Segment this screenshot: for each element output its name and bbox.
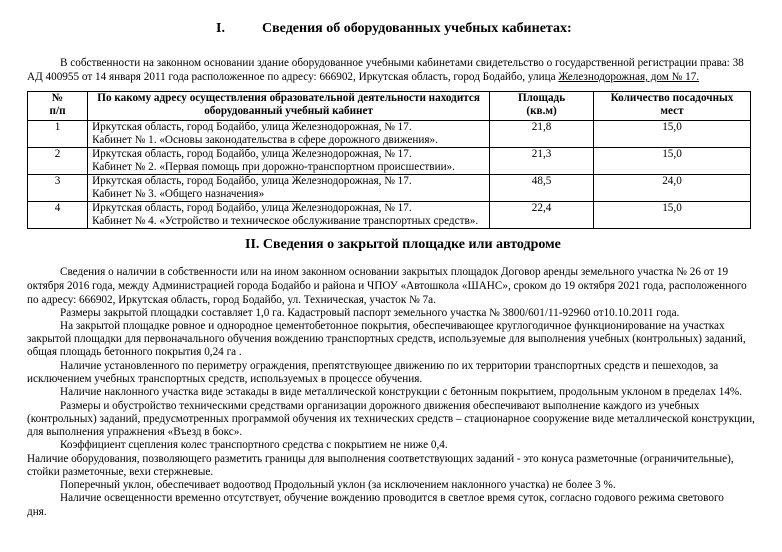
row-address: Иркутская область, город Бодайбо, улица Железнодорожная, № 17. Кабинет № 2. «Первая помощь при дорожно-транспортном происшествии».: [88, 148, 490, 175]
row-num: 3: [28, 175, 88, 202]
section2-line: для выполнения упражнения «Въезд в бокс».: [27, 426, 243, 438]
row-seats: 15,0: [593, 202, 750, 229]
row-address: Иркутская область, город Бодайбо, улица Железнодорожная, № 17. Кабинет № 1. «Основы законодательства в сфере дорожного движения».: [88, 121, 490, 148]
row-num: 1: [28, 121, 88, 148]
section2-line: дня.: [27, 506, 47, 518]
row-area: 21,3: [490, 148, 594, 175]
section2-line: исключением учебных транспортных средств, используемых в процессе обучения.: [27, 373, 423, 385]
table-header-row: [28, 92, 751, 121]
header-area: Площадь (кв.м): [490, 92, 594, 121]
section2-line: по адресу: 666902, Иркутская область, город Бодайбо, ул. Техническая, участок № 7а.: [27, 294, 436, 306]
rooms-table: [27, 91, 751, 229]
table-row: [28, 121, 751, 148]
section2-line: Наличие установленного по периметру ограждения, препятствующее движению по их территории транспортных средств и пешеходов, за: [60, 360, 719, 372]
section2-line: Наличие наклонного участка виде эстакады в виде металлической конструкции с бетонным покрытием, продольным уклоном в пределах 14%.: [60, 386, 743, 398]
section2-line: Коэффициент сцепления колес транспортного средства с покрытием не ниже 0,4.: [60, 439, 448, 451]
row-seats: 15,0: [593, 121, 750, 148]
section2-line: Наличие освещенности временно отсутствует, обучение вождению проводится в светлое время суток, согласно годового режима светового: [60, 492, 724, 504]
table-row: [28, 148, 751, 175]
row-address: Иркутская область, город Бодайбо, улица Железнодорожная, № 17. Кабинет № 4. «Устройство и техническое обслуживание транспортных средств».: [88, 202, 490, 229]
row-address: Иркутская область, город Бодайбо, улица Железнодорожная, № 17. Кабинет № 3. «Общего назначения»: [88, 175, 490, 202]
section2-line: Размеры и обустройство техническими средствами организации дорожного движения обеспечивают выполнение каждого из учебных: [60, 400, 700, 412]
row-area: 48,5: [490, 175, 594, 202]
section2-title: II. Сведения о закрытой площадке или автодроме: [245, 237, 561, 252]
section2-line: На закрытой площадке ровное и однородное цементобетонное покрытия, обеспечивающее круглогодичное функционирование на участках: [60, 320, 725, 332]
row-area: 21,8: [490, 121, 594, 148]
section2-line: (контрольных) заданий, предусмотренных программой обучения их технических средств – стационарное сооружение виде металлической конструкции,: [27, 413, 755, 425]
section1-intro-text: АД 400955 от 14 января 2011 года расположенное по адресу: 666902, Иркутская область, город Бодайбо, улица: [27, 71, 559, 83]
header-address: По какому адресу осуществления образовательной деятельности находится оборудованный учебный кабинет: [88, 92, 490, 121]
section1-intro-line2: [27, 70, 699, 84]
row-num: 2: [28, 148, 88, 175]
section2-line: стойки разметочные, вехи стержневые.: [27, 466, 214, 478]
row-area: 22,4: [490, 202, 594, 229]
section2-line: Наличие оборудования, позволяющего разметить границы для выполнения соответствующих заданий - это конуса разметочные (ограничительные),: [27, 453, 734, 465]
section2-line: Размеры закрытой площадки составляет 1,0 га. Кадастровый паспорт земельного участка № 3800/601/11-92960 от10.10.2011 года.: [60, 307, 680, 319]
table-row: [28, 175, 751, 202]
section2-line: закрытой площадки для первоначального обучения вождению транспортных средств, используемые для выполнения учебных (контрольных) заданий,: [27, 333, 746, 345]
table-row: [28, 202, 751, 229]
header-num: № п/п: [28, 92, 88, 121]
section2-line: общая площадь бетонного покрытия 0,24 га .: [27, 346, 242, 358]
section2-line: октября 2016 года, между Администрацией города Бодайбо и района и ЧПОУ «Автошкола «ШАНС», сроком до 19 октября 2021 года, расположенного: [27, 280, 747, 292]
header-seats: Количество посадочных мест: [593, 92, 750, 121]
row-seats: 24,0: [593, 175, 750, 202]
section2-line: Сведения о наличии в собственности или на ином законном основании закрытых площадок Договор аренды земельного участка № 26 от 19: [60, 266, 729, 278]
section1-address-underlined: Железнодорожная, дом № 17.: [558, 71, 700, 83]
section1-title: Сведения об оборудованных учебных кабинетах:: [262, 21, 572, 36]
section1-number: I.: [216, 21, 225, 36]
section1-intro-line1: В собственности на законном основании здание оборудованное учебными кабинетами свидетельство о государственной регистрации права: 38: [60, 57, 744, 69]
row-seats: 15,0: [593, 148, 750, 175]
row-num: 4: [28, 202, 88, 229]
section2-line: Поперечный уклон, обеспечивает водоотвод Продольный уклон (за исключением наклонного участка) не более 3 %.: [60, 479, 616, 491]
